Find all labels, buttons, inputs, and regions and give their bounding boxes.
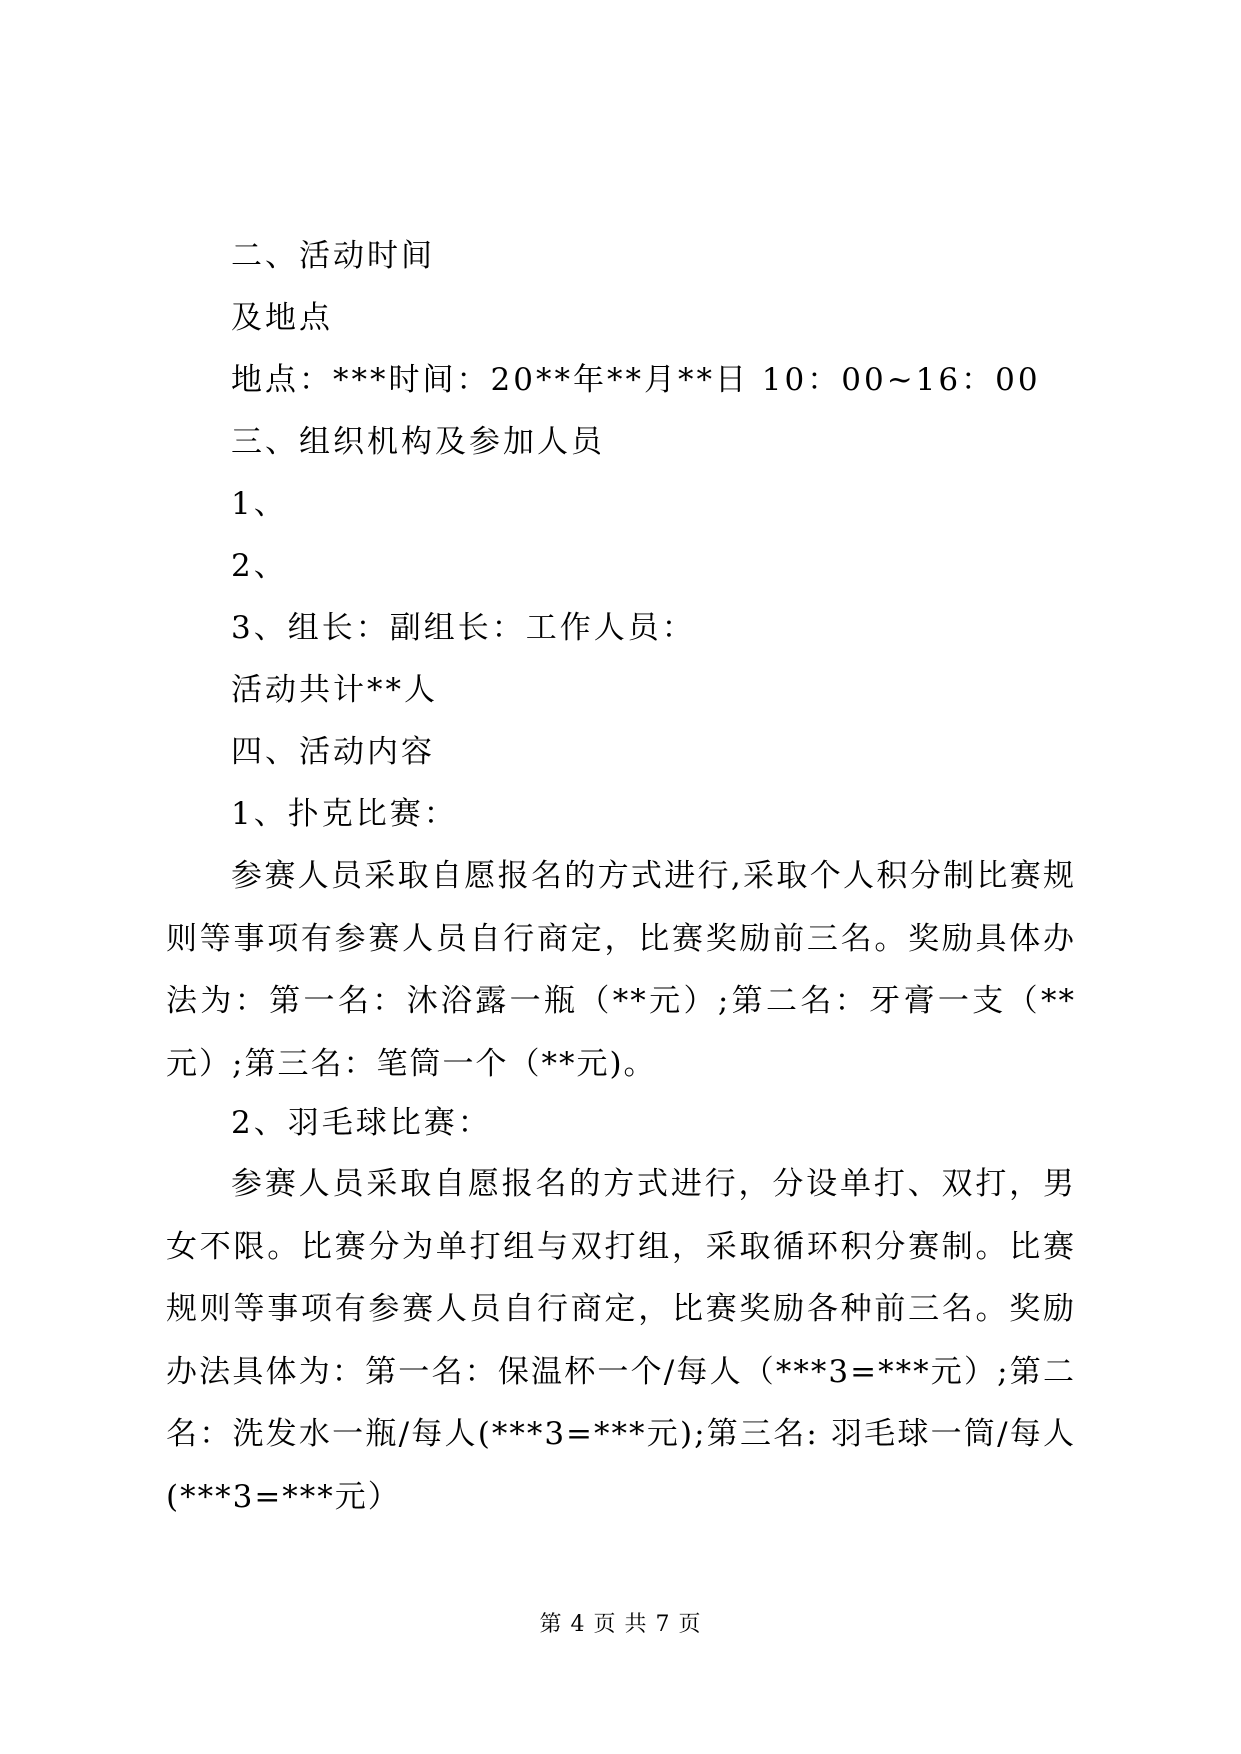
subheading-poker: 1、扑克比赛： xyxy=(231,796,458,832)
section-heading-activity-time: 二、活动时间 xyxy=(231,238,435,274)
subheading-badminton: 2、羽毛球比赛： xyxy=(231,1105,492,1141)
paragraph-poker-rules: 参赛人员采取自愿报名的方式进行,采取个人积分制比赛规则等事项有参赛人员自行商定，比赛奖励前三名。奖励具体办法为：第一名：沐浴露一瓶（**元）;第二名：牙膏一支（**元）;第三名：笔筒一个（**元)。 xyxy=(166,858,1076,1082)
list-item-3-roles: 3、组长：副组长：工作人员： xyxy=(231,610,696,646)
location-time-line: 地点：***时间：20**年**月**日 10：00~16：00 xyxy=(231,362,1041,398)
participant-count: 活动共计**人 xyxy=(231,672,438,708)
list-item-1: 1、 xyxy=(231,486,288,522)
section-heading-organization: 三、组织机构及参加人员 xyxy=(231,424,605,460)
list-item-2: 2、 xyxy=(231,548,288,584)
paragraph-badminton-rules: 参赛人员采取自愿报名的方式进行，分设单打、双打，男女不限。比赛分为单打组与双打组，采取循环积分赛制。比赛规则等事项有参赛人员自行商定，比赛奖励各种前三名。奖励办法具体为：第一名：保温杯一个/每人（***3=***元）;第二名：洗发水一瓶/每人(***3=***元);第三名: 羽毛球一筒/每人(***3=***元） xyxy=(166,1166,1076,1515)
section-heading-location: 及地点 xyxy=(231,300,333,336)
section-heading-content: 四、活动内容 xyxy=(231,734,435,770)
page-number-footer: 第 4 页 共 7 页 xyxy=(539,1612,702,1637)
